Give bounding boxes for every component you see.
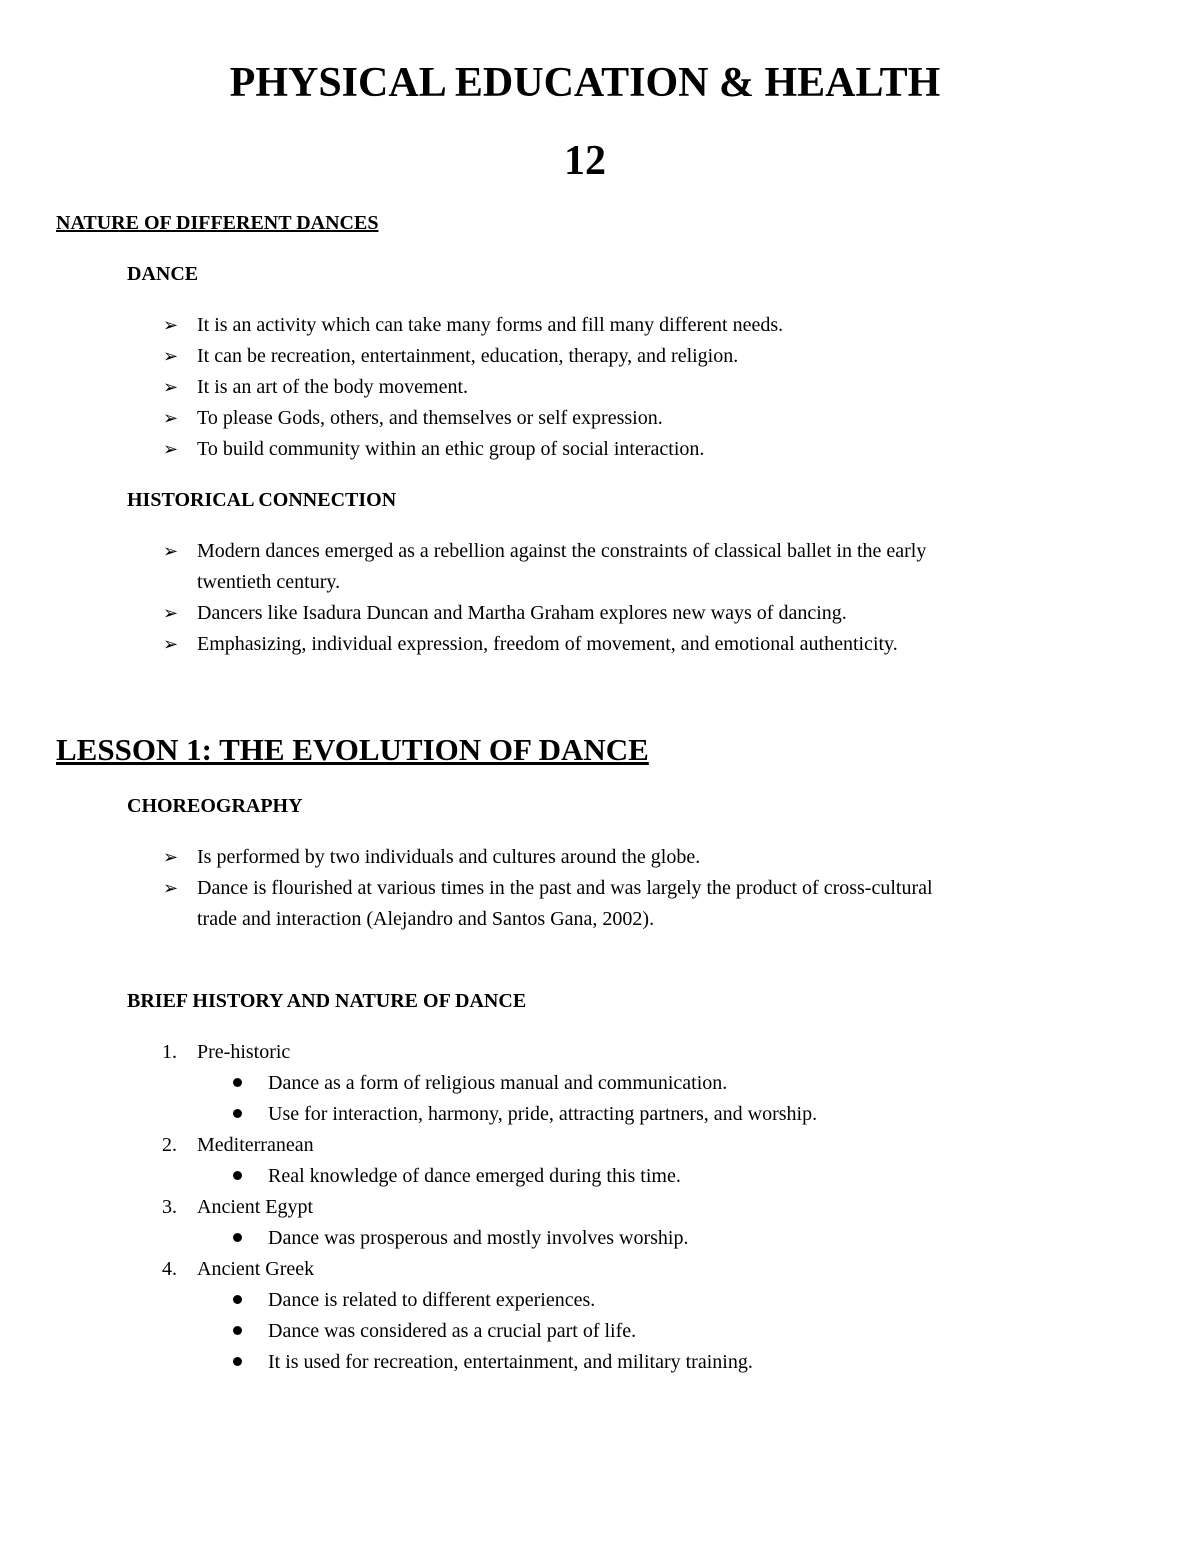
- dance-item: It can be recreation, entertainment, education, therapy, and religion.: [197, 345, 739, 367]
- arrow-bullet-icon: ➢: [163, 634, 179, 654]
- subheading-choreography: CHOREOGRAPHY: [127, 795, 303, 817]
- section-heading-nature: NATURE OF DIFFERENT DANCES: [56, 212, 379, 234]
- dance-item: To build community within an ethic group of social interaction.: [197, 438, 705, 460]
- era-point: Dance was prosperous and mostly involves worship.: [268, 1227, 689, 1249]
- dance-item: To please Gods, others, and themselves or self expression.: [197, 407, 663, 429]
- era-point: Dance is related to different experiences.: [268, 1289, 596, 1311]
- era-name: Mediterranean: [197, 1134, 314, 1156]
- bullet-dot-icon: [233, 1078, 242, 1087]
- historical-item-continuation: twentieth century.: [197, 571, 341, 593]
- historical-item: Emphasizing, individual expression, freedom of movement, and emotional authenticity.: [197, 633, 898, 655]
- choreography-item-continuation: trade and interaction (Alejandro and Santos Gana, 2002).: [197, 908, 655, 930]
- historical-item: Modern dances emerged as a rebellion against the constraints of classical ballet in the early: [197, 540, 927, 562]
- arrow-bullet-icon: ➢: [163, 878, 179, 898]
- arrow-bullet-icon: ➢: [163, 541, 179, 561]
- era-point: Dance was considered as a crucial part of life.: [268, 1320, 637, 1342]
- arrow-bullet-icon: ➢: [163, 315, 179, 335]
- arrow-bullet-icon: ➢: [163, 847, 179, 867]
- arrow-bullet-icon: ➢: [163, 439, 179, 459]
- historical-item: Dancers like Isadura Duncan and Martha Graham explores new ways of dancing.: [197, 602, 847, 624]
- bullet-dot-icon: [233, 1171, 242, 1180]
- choreography-item: Dance is flourished at various times in the past and was largely the product of cross-cultural: [197, 877, 933, 899]
- subheading-brief-history: BRIEF HISTORY AND NATURE OF DANCE: [127, 990, 527, 1012]
- dance-item: It is an art of the body movement.: [197, 376, 469, 398]
- bullet-dot-icon: [233, 1295, 242, 1304]
- document-title: PHYSICAL EDUCATION & HEALTH: [229, 60, 941, 106]
- list-number: 1.: [162, 1041, 177, 1063]
- era-name: Pre-historic: [197, 1041, 291, 1063]
- subheading-historical-connection: HISTORICAL CONNECTION: [127, 489, 397, 511]
- subheading-dance: DANCE: [127, 263, 199, 285]
- choreography-item: Is performed by two individuals and cultures around the globe.: [197, 846, 701, 868]
- list-number: 4.: [162, 1258, 177, 1280]
- bullet-dot-icon: [233, 1326, 242, 1335]
- dance-item: It is an activity which can take many forms and fill many different needs.: [197, 314, 784, 336]
- arrow-bullet-icon: ➢: [163, 603, 179, 623]
- era-name: Ancient Greek: [197, 1258, 315, 1280]
- era-point: It is used for recreation, entertainment, and military training.: [268, 1351, 753, 1373]
- era-name: Ancient Egypt: [197, 1196, 314, 1218]
- bullet-dot-icon: [233, 1357, 242, 1366]
- arrow-bullet-icon: ➢: [163, 377, 179, 397]
- list-number: 3.: [162, 1196, 177, 1218]
- bullet-dot-icon: [233, 1233, 242, 1242]
- document-grade: 12: [564, 138, 606, 184]
- bullet-dot-icon: [233, 1109, 242, 1118]
- list-number: 2.: [162, 1134, 177, 1156]
- arrow-bullet-icon: ➢: [163, 346, 179, 366]
- arrow-bullet-icon: ➢: [163, 408, 179, 428]
- era-point: Dance as a form of religious manual and communication.: [268, 1072, 728, 1094]
- lesson-heading: LESSON 1: THE EVOLUTION OF DANCE: [56, 732, 649, 767]
- era-point: Use for interaction, harmony, pride, attracting partners, and worship.: [268, 1103, 818, 1125]
- era-point: Real knowledge of dance emerged during this time.: [268, 1165, 681, 1187]
